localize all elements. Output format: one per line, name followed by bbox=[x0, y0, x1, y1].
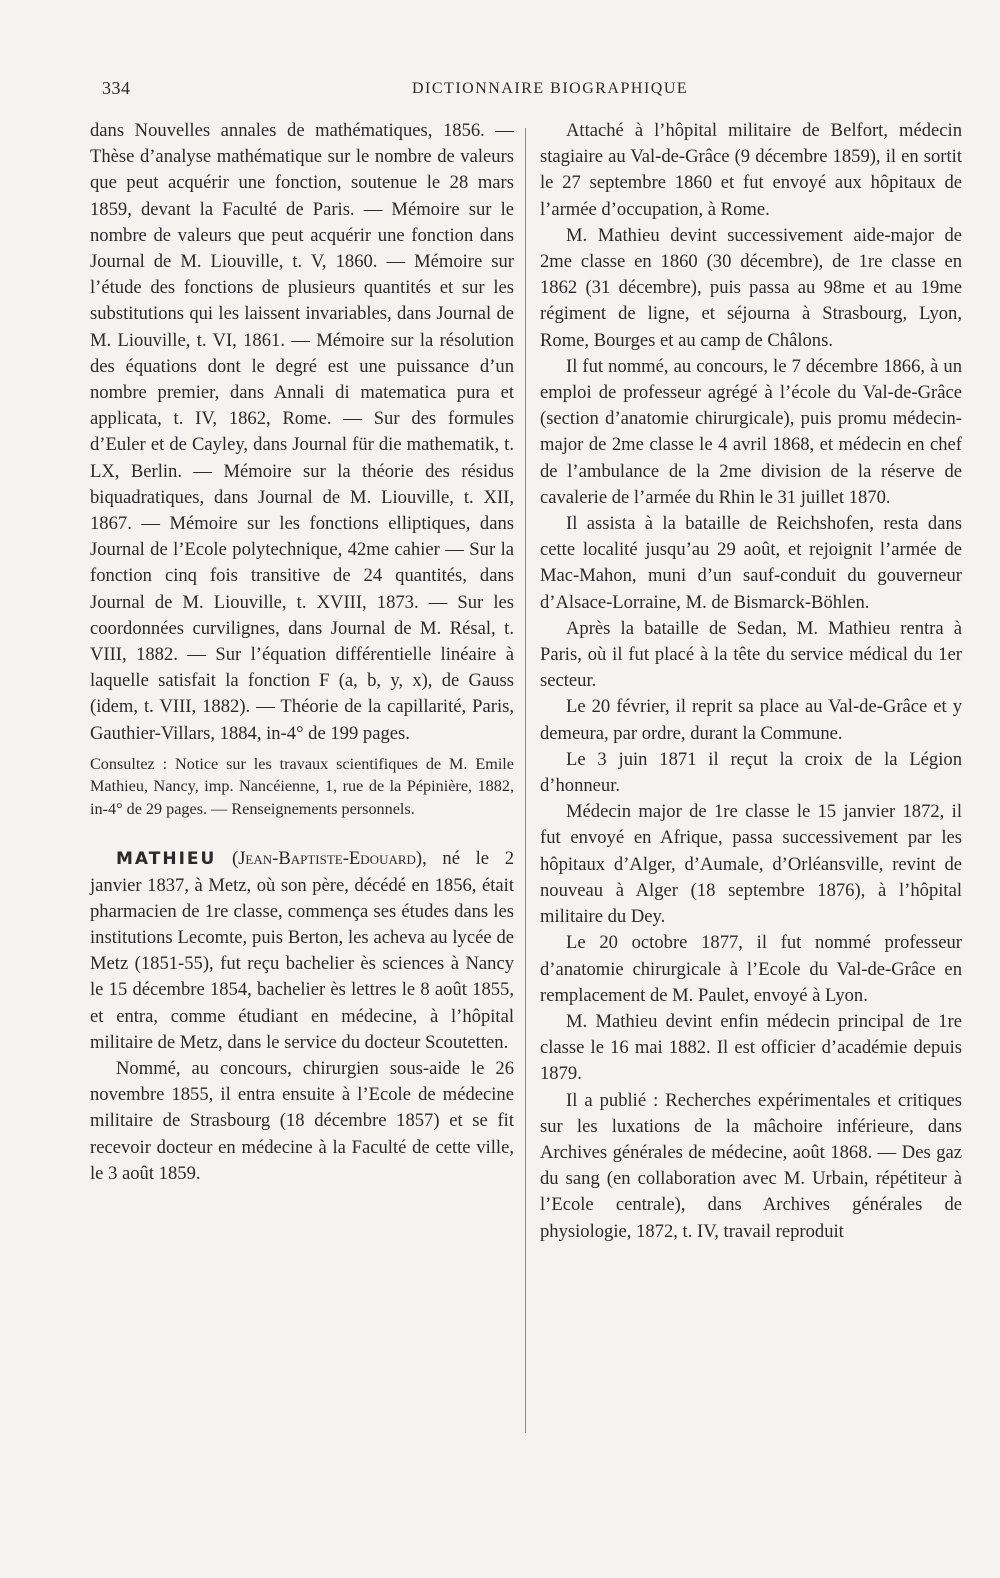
entry-mathieu bbox=[90, 846, 514, 1056]
running-head: DICTIONNAIRE BIOGRAPHIQUE bbox=[412, 80, 689, 97]
page-number: 334 bbox=[102, 78, 131, 98]
entry-given-names: (Jean-Baptiste-Edouard), bbox=[232, 848, 427, 870]
paragraph-publications: Il a publié : Recherches expérimentales et critiques sur les luxations de la mâchoire inférieure, dans Archives générales de médecine, août 1868. — Des gaz du sang (en collaboration avec M. Urbain, répétiteur à l’Ecole centrale), dans Archives générales de physiologie, 1872, t. IV, travail reproduit bbox=[540, 1089, 962, 1242]
paragraph-commune: Le 20 février, il reprit sa place au Val-de-Grâce et y demeura, par ordre, durant la Commune. bbox=[540, 696, 962, 744]
paragraph-legion: Le 3 juin 1871 il reçut la croix de la Légion d’honneur. bbox=[540, 748, 962, 797]
paragraph-professeur: Le 20 octobre 1877, il fut nommé professeur d’anatomie chirurgicale à l’Ecole du Val-de-Grâce en remplacement de M. Paulet, envoyé à Lyon. bbox=[540, 932, 962, 1006]
column-divider bbox=[525, 128, 526, 1433]
publications-paragraph: dans Nouvelles annales de mathématiques, 1856. — Thèse d’analyse mathématique sur le nombre de valeurs que peut acquérir une fonction, soutenue le 28 mars 1859, devant la Faculté de Paris. — Mémoire sur le nombre de valeurs que peut acquérir une fonction dans Journal de M. Liouville, t. V, 1860. — Mémoire sur l’étude des fonctions de plusieurs quantités et sur les substitutions qui les laissent invariables, dans Journal de M. Liouville, t. VI, 1861. — Mémoire sur la résolution des équations dont le degré est une puissance d’un nombre premier, dans Annali di matematica pura et applicata, t. IV, 1862, Rome. — Sur des formules d’Euler et de Cayley, dans Journal für die mathematik, t. LX, Berlin. — Mémoire sur la théorie des résidus biquadratiques, dans Journal de M. Liouville, t. XII, 1867. — Mémoire sur les fonctions elliptiques, dans Journal de l’Ecole polytechnique, 42me cahier — Sur la fonction cinq fois transitive de 24 quantités, dans Journal de M. Liouville, t. XVIII, 1873. — Sur les coordonnées curvilignes, dans Journal de M. Résal, t. VIII, 1882. — Sur l’équation différentielle linéaire à laquelle satisfait la fonction F (a, b, y, x), de Gauss (idem, t. VIII, 1882). — Théorie de la capillarité, Paris, Gauthier-Villars, 1884, in-4° de 199 pages. bbox=[90, 120, 514, 744]
paragraph-sedan: Après la bataille de Sedan, M. Mathieu rentra à Paris, où il fut placé à la tête du service médical du 1er secteur. bbox=[540, 617, 962, 692]
paragraph-principal: M. Mathieu devint enfin médecin principal de 1re classe le 16 mai 1882. Il est officier d’académie depuis 1879. bbox=[540, 1010, 962, 1085]
paragraph-nomme: Nommé, au concours, chirurgien sous-aide le 26 novembre 1855, il entra ensuite à l’Ecole de médecine militaire de Strasbourg (18 décembre 1857) et se fit recevoir docteur en médecine à la Faculté de cette ville, le 3 août 1859. bbox=[90, 1058, 514, 1184]
entry-headword: MATHIEU bbox=[116, 849, 217, 870]
paragraph-reichshofen: Il assista à la bataille de Reichshofen, resta dans cette localité jusqu’au 29 août, et rejoignit l’armée de Mac-Mahon, muni d’un sauf-conduit du gouverneur d’Alsace-Lorraine, M. de Bismarck-Böhlen. bbox=[540, 513, 962, 613]
paragraph-aide-major: M. Mathieu devint successivement aide-major de 2me classe en 1860 (30 décembre), de 1re classe en 1862 (31 décembre), puis passa au 98me et au 19me régiment de ligne, et séjourna à Strasbourg, Lyon, Rome, Bourges et au camp de Châlons. bbox=[540, 224, 962, 351]
consult-note: Consultez : Notice sur les travaux scientifiques de M. Emile Mathieu, Nancy, imp. Nancéienne, 1, rue de la Pépinière, 1882, in-4° de 29 pages. — Renseignements personnels. bbox=[90, 754, 514, 818]
paragraph-afrique: Médecin major de 1re classe le 15 janvier 1872, il fut envoyé en Afrique, passa successivement par les hôpitaux d’Alger, d’Aumale, d’Orléansville, revint de nouveau à Alger (18 septembre 1876), à l’hôpital militaire du Dey. bbox=[540, 801, 962, 928]
paragraph-concours: Il fut nommé, au concours, le 7 décembre 1866, à un emploi de professeur agrégé à l’école du Val-de-Grâce (section d’anatomie chirurgicale), puis promu médecin-major de 2me classe le 4 avril 1868, et médecin en chef de l’ambulance de la 2me division de la réserve de cavalerie de l’armée du Rhin le 31 juillet 1870. bbox=[540, 355, 962, 508]
left-column bbox=[90, 118, 514, 1187]
entry-body: né le 2 janvier 1837, à Metz, où son père, décédé en 1856, était pharmacien de 1re classe, commença ses études dans les institutions Lecomte, puis Berton, les acheva au lycée de Metz (1851-55), fut reçu bachelier ès sciences à Nancy le 15 décembre 1854, bachelier ès lettres le 8 août 1855, et entra, comme étudiant en médecine, à l’hôpital militaire de Metz, dans le service du docteur Scoutetten. bbox=[90, 848, 515, 1053]
paragraph-belfort: Attaché à l’hôpital militaire de Belfort, médecin stagiaire au Val-de-Grâce (9 décembre 1859), il en sortit le 27 septembre 1860 et fut envoyé aux hôpitaux de l’armée d’occupation, à Rome. bbox=[540, 120, 962, 220]
right-column bbox=[540, 118, 962, 1245]
